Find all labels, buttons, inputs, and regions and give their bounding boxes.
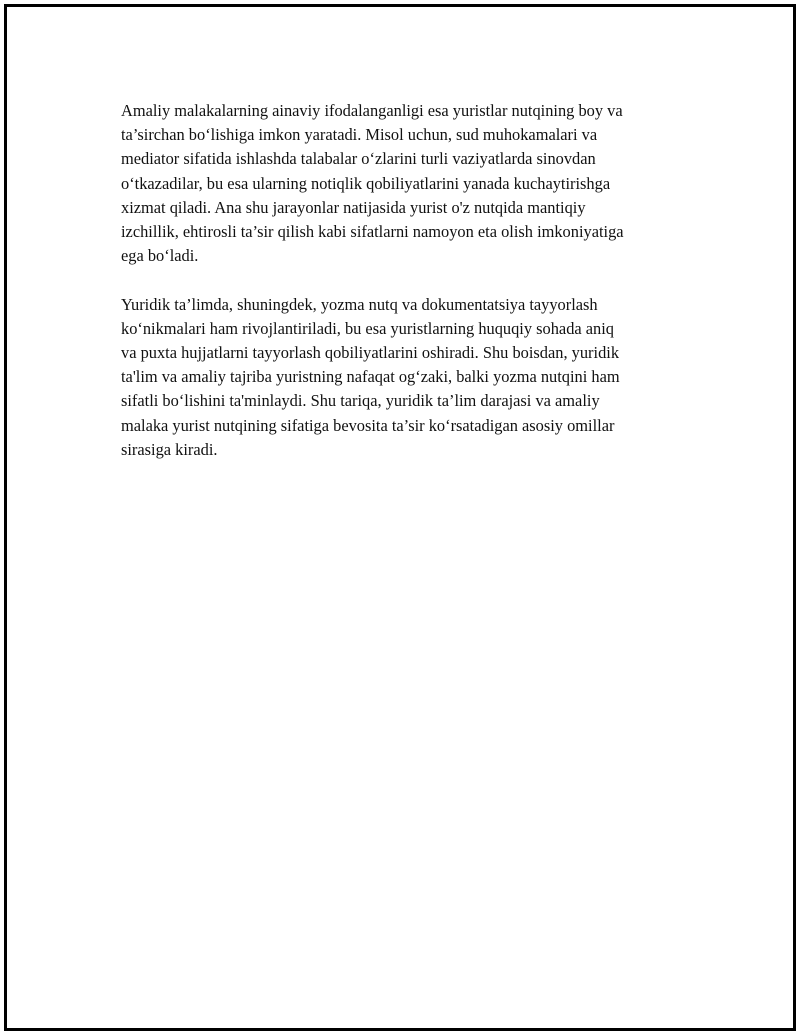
page-frame — [4, 4, 796, 1031]
paragraph-2: Yuridik ta’limda, shuningdek, yozma nutq va dokumentatsiya tayyorlash ko‘nikmalari ham rivojlantiriladi, bu esa yuristlarning huquqiy sohada aniq va puxta hujjatlarni tayyorlash qobiliyatlarini oshiradi. Shu boisdan, yuridik ta'lim va amaliy tajriba yuristning nafaqat og‘zaki, balki yozma nutqini ham sifatli bo‘lishini ta'minlaydi. Shu tariqa, yuridik ta’lim darajasi va amaliy malaka yurist nutqining sifatiga bevosita ta’sir ko‘rsatadigan asosiy omillar sirasiga kiradi. — [121, 294, 620, 459]
document-body — [121, 99, 701, 462]
paragraph-1: Amaliy malakalarning ainaviy ifodalanganligi esa yuristlar nutqining boy va ta’sirchan bo‘lishiga imkon yaratadi. Misol uchun, sud muhokamalari va mediator sifatida ishlashda talabalar o‘zlarini turli vaziyatlarda sinovdan o‘tkazadilar, bu esa ularning notiqlik qobiliyatlarini yanada kuchaytirishga xizmat qiladi. Ana shu jarayonlar natijasida yurist o'z nutqida mantiqiy izchillik, ehtirosli ta’sir qilish kabi sifatlarni namoyon eta olish imkoniyatiga ega bo‘ladi. — [121, 101, 624, 266]
